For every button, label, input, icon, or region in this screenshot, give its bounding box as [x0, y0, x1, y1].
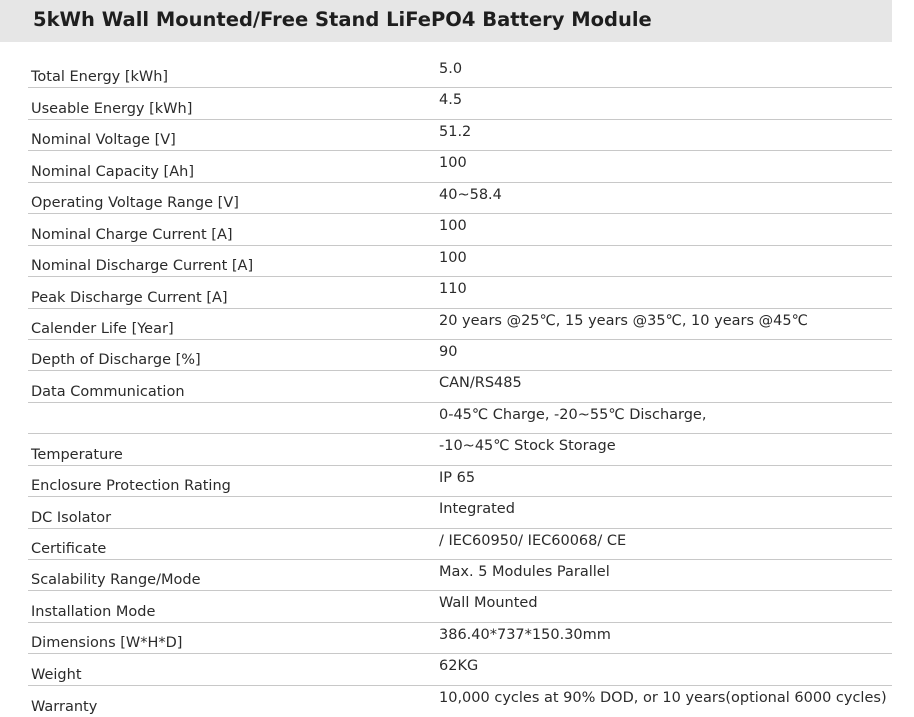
spec-label: Useable Energy [kWh]: [31, 100, 193, 117]
spec-row: [28, 88, 892, 119]
spec-row: [28, 591, 892, 622]
spec-row: [28, 623, 892, 654]
spec-label: Weight: [31, 666, 82, 683]
spec-row: [28, 246, 892, 277]
spec-row: [28, 403, 892, 434]
spec-value: 4.5: [439, 92, 463, 109]
spec-row: [28, 466, 892, 497]
spec-row: [28, 371, 892, 402]
spec-label: Warranty: [31, 699, 98, 716]
spec-value: 62KG: [439, 658, 479, 675]
spec-label: Temperature: [31, 446, 123, 463]
spec-value: 40~58.4: [439, 186, 502, 203]
spec-value: 90: [439, 343, 458, 360]
spec-row: [28, 120, 892, 151]
spec-row: [28, 560, 892, 591]
page-title: 5kWh Wall Mounted/Free Stand LiFePO4 Battery Module: [33, 8, 652, 31]
spec-label: Total Energy [kWh]: [31, 69, 169, 86]
spec-value: CAN/RS485: [439, 375, 522, 392]
spec-row: [28, 151, 892, 182]
spec-row: [28, 277, 892, 308]
spec-label: Operating Voltage Range [V]: [31, 195, 239, 212]
spec-row: [28, 340, 892, 371]
spec-label: DC Isolator: [31, 509, 112, 526]
spec-value: -10~45℃ Stock Storage: [439, 438, 616, 455]
spec-row: [28, 497, 892, 528]
spec-row: [28, 214, 892, 245]
spec-label: Nominal Charge Current [A]: [31, 226, 233, 243]
spec-value: 10,000 cycles at 90% DOD, or 10 years(optional 6000 cycles): [439, 689, 887, 706]
spec-value: IP 65: [439, 469, 476, 486]
spec-value: Max. 5 Modules Parallel: [439, 564, 610, 580]
spec-label: Data Communication: [31, 383, 185, 400]
spec-row: [28, 57, 892, 88]
spec-value: 110: [439, 281, 467, 298]
spec-label: Certificate: [31, 541, 107, 557]
spec-value: 386.40*737*150.30mm: [439, 626, 611, 643]
title-bar: [0, 0, 892, 42]
spec-row: [28, 183, 892, 214]
spec-value: Integrated: [439, 501, 515, 518]
spec-label: Nominal Discharge Current [A]: [31, 258, 254, 275]
spec-value: 20 years @25℃, 15 years @35℃, 10 years @45℃: [439, 312, 808, 329]
spec-row: [28, 434, 892, 465]
spec-value: 51.2: [439, 123, 472, 140]
spec-value: 0-45℃ Charge, -20~55℃ Discharge,: [439, 406, 707, 423]
spec-label: Depth of Discharge [%]: [31, 352, 201, 369]
spec-row: [28, 529, 892, 560]
spec-table: [28, 57, 892, 717]
spec-label: Scalability Range/Mode: [31, 572, 201, 589]
spec-label: Nominal Capacity [Ah]: [31, 163, 194, 180]
spec-label: Installation Mode: [31, 603, 156, 620]
spec-row: [28, 686, 892, 717]
spec-value: 100: [439, 218, 467, 235]
spec-value: 5.0: [439, 61, 463, 77]
spec-value: / IEC60950/ IEC60068/ CE: [439, 532, 627, 549]
spec-label: Dimensions [W*H*D]: [31, 635, 183, 652]
spec-row: [28, 309, 892, 340]
spec-row: [28, 654, 892, 685]
spec-label: Peak Discharge Current [A]: [31, 289, 228, 306]
spec-value: Wall Mounted: [439, 595, 538, 612]
spec-label: Nominal Voltage [V]: [31, 132, 176, 149]
spec-value: 100: [439, 155, 467, 172]
spec-label: Calender Life [Year]: [31, 320, 174, 337]
spec-label: Enclosure Protection Rating: [31, 478, 231, 495]
spec-value: 100: [439, 249, 467, 266]
